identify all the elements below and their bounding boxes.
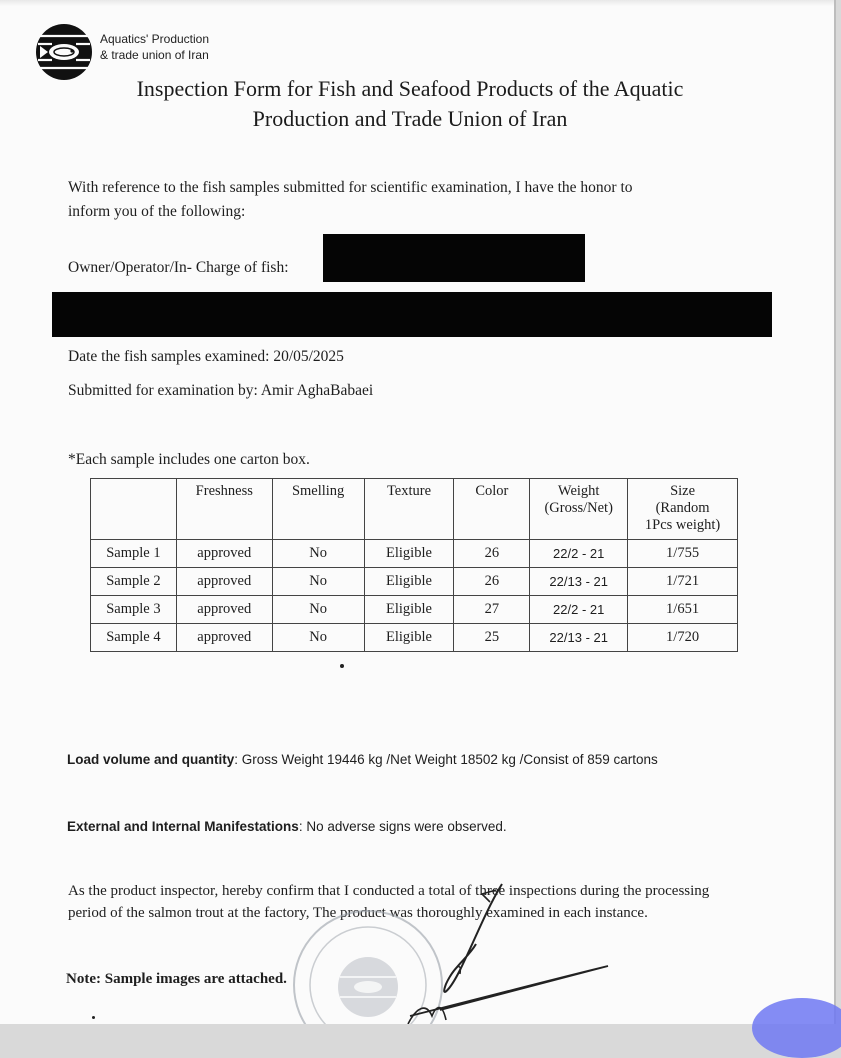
cell-smelling: No [272, 568, 364, 596]
load-volume-label: Load volume and quantity [67, 752, 235, 767]
cell-weight: 22/2 - 21 [530, 540, 628, 568]
samples-table [90, 478, 738, 652]
org-name-line2: & trade union of Iran [100, 48, 209, 62]
cell-smelling: No [272, 624, 364, 652]
org-name-line1: Aquatics' Production [100, 32, 210, 46]
cell-sample: Sample 3 [91, 596, 177, 624]
exam-date: Date the fish samples examined: 20/05/2025 [68, 348, 344, 365]
load-volume [67, 749, 658, 771]
cell-size: 1/651 [628, 596, 738, 624]
header-weight-line1: Weight [557, 483, 600, 499]
cell-smelling: No [272, 540, 364, 568]
cell-texture: Eligible [364, 596, 454, 624]
cell-size: 1/755 [628, 540, 738, 568]
page-top-edge [0, 0, 834, 6]
table-row [91, 568, 738, 596]
cell-freshness: approved [176, 624, 272, 652]
cell-size: 1/721 [628, 568, 738, 596]
load-volume-value: : Gross Weight 19446 kg /Net Weight 18502 kg /Consist of 859 cartons [234, 752, 658, 767]
cell-color: 26 [454, 540, 530, 568]
header-freshness: Freshness [176, 479, 272, 540]
form-title-line2: Production and Trade Union of Iran [252, 106, 568, 131]
cell-color: 27 [454, 596, 530, 624]
table-header-row [91, 479, 738, 540]
cell-weight: 22/13 - 21 [530, 568, 628, 596]
header-size [628, 479, 738, 540]
header-color: Color [454, 479, 530, 540]
cell-smelling: No [272, 596, 364, 624]
cell-sample: Sample 4 [91, 624, 177, 652]
cell-sample: Sample 1 [91, 540, 177, 568]
owner-label: Owner/Operator/In- Charge of fish: [68, 259, 289, 276]
cell-weight: 22/2 - 21 [530, 596, 628, 624]
stray-dot [92, 1016, 95, 1019]
redaction-bar-details [52, 292, 772, 337]
cell-size: 1/720 [628, 624, 738, 652]
sample-note: *Each sample includes one carton box. [68, 451, 310, 468]
confirmation-line2: period of the salmon trout at the factory, The product was thoroughly examined in each instance. [68, 905, 648, 921]
header-size-line2: (Random [655, 500, 710, 516]
submitted-by: Submitted for examination by: Amir AghaBabaei [68, 382, 374, 399]
manifestations [67, 816, 507, 838]
intro-line2: inform you of the following: [68, 203, 246, 220]
cell-texture: Eligible [364, 624, 454, 652]
cell-texture: Eligible [364, 568, 454, 596]
manifestations-label: External and Internal Manifestations [67, 819, 299, 834]
cell-weight: 22/13 - 21 [530, 624, 628, 652]
stray-dot [340, 664, 344, 668]
cell-texture: Eligible [364, 540, 454, 568]
form-title-line1: Inspection Form for Fish and Seafood Products of the Aquatic [136, 76, 684, 101]
cell-color: 25 [454, 624, 530, 652]
manifestations-value: : No adverse signs were observed. [298, 819, 507, 834]
header-texture: Texture [364, 479, 454, 540]
blue-overlay-blob [752, 998, 841, 1058]
header-size-line3: 1Pcs weight) [644, 517, 721, 533]
header-weight [530, 479, 628, 540]
table-row [91, 596, 738, 624]
header-size-line1: Size [670, 483, 696, 499]
cell-freshness: approved [176, 568, 272, 596]
table-row [91, 540, 738, 568]
header-weight-line2: (Gross/Net) [544, 500, 613, 516]
confirmation-line1: As the product inspector, hereby confirm that I conducted a total of three inspections during the processing [68, 883, 710, 899]
redaction-bar-owner [323, 234, 585, 282]
intro-line1: With reference to the fish samples submitted for scientific examination, I have the honor to [68, 179, 633, 196]
cell-freshness: approved [176, 596, 272, 624]
handwritten-signature-icon [290, 880, 620, 1024]
union-logo-icon [34, 22, 94, 82]
cell-sample: Sample 2 [91, 568, 177, 596]
cell-freshness: approved [176, 540, 272, 568]
note-attached: Note: Sample images are attached. [66, 971, 287, 987]
header-blank [91, 479, 177, 540]
cell-color: 26 [454, 568, 530, 596]
table-row [91, 624, 738, 652]
header-smelling: Smelling [272, 479, 364, 540]
